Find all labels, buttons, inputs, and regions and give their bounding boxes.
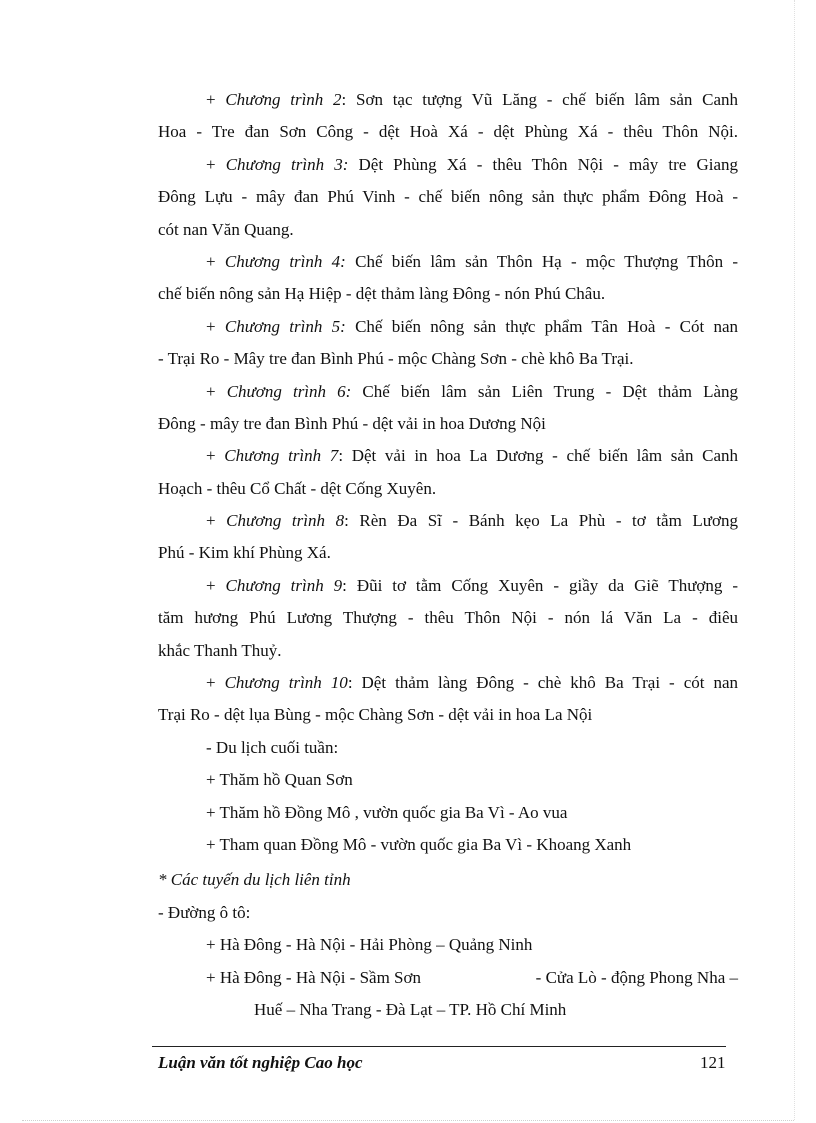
program-9-line-3: khắc Thanh Thuỷ. bbox=[158, 640, 282, 660]
route-2 bbox=[158, 962, 738, 994]
weekend-item: + Tham quan Đồng Mô - vườn quốc gia Ba Vì - Khoang Xanh bbox=[206, 834, 632, 854]
footer-title: Luận văn tốt nghiệp Cao học bbox=[158, 1053, 363, 1072]
program-3-line-1: + Chương trình 3: Dệt Phùng Xá - thêu Thôn Nội - mây tre Giang bbox=[206, 154, 738, 174]
program-5-line-2: - Trại Ro - Mây tre đan Bình Phú - mộc Chàng Sơn - chè khô Ba Trại. bbox=[158, 349, 634, 369]
road-heading: - Đường ô tô: bbox=[158, 902, 251, 922]
program-10-line-1: + Chương trình 10: Dệt thảm làng Đông - chè khô Ba Trại - cót nan bbox=[206, 673, 738, 693]
program-10-line-2: Trại Ro - dệt lụa Bùng - mộc Chàng Sơn - dệt vải in hoa La Nội bbox=[158, 705, 593, 725]
program-6-line-2: Đông - mây tre đan Bình Phú - dệt vải in hoa Dương Nội bbox=[158, 413, 546, 433]
program-2-line-2: Hoa - Tre đan Sơn Công - dệt Hoà Xá - dệt Phùng Xá - thêu Thôn Nội. bbox=[158, 122, 738, 142]
footer-rule bbox=[152, 1046, 726, 1047]
program-9-line-2: tăm hương Phú Lương Thượng - thêu Thôn Nội - nón lá Văn La - điêu bbox=[158, 608, 738, 628]
program-3-line-3: cót nan Văn Quang. bbox=[158, 219, 294, 239]
route-2-right: - Cửa Lò - động Phong Nha – bbox=[535, 967, 738, 987]
program-6-line-1: + Chương trình 6: Chế biến lâm sản Liên Trung - Dệt thảm Làng bbox=[206, 381, 738, 401]
program-8-line-1: + Chương trình 8: Rèn Đa Sĩ - Bánh kẹo La Phù - tơ tằm Lương bbox=[206, 511, 738, 531]
program-7-line-2: Hoạch - thêu Cổ Chất - dệt Cống Xuyên. bbox=[158, 478, 437, 498]
page-body bbox=[158, 84, 738, 1026]
weekend-item: + Thăm hồ Quan Sơn bbox=[206, 770, 353, 790]
page-number: 121 bbox=[700, 1053, 726, 1072]
page-edge-bottom bbox=[22, 1120, 794, 1121]
page-edge-right bbox=[794, 0, 795, 1120]
interprovincial-heading: * Các tuyến du lịch liên tỉnh bbox=[158, 870, 351, 890]
weekend-item: + Thăm hồ Đồng Mô , vườn quốc gia Ba Vì - Ao vua bbox=[206, 802, 568, 822]
route-1: + Hà Đông - Hà Nội - Hải Phòng – Quảng Ninh bbox=[206, 935, 533, 955]
program-8-line-2: Phú - Kim khí Phùng Xá. bbox=[158, 543, 331, 563]
program-9-line-1: + Chương trình 9: Đũi tơ tằm Cống Xuyên - giầy da Giẽ Thượng - bbox=[206, 575, 739, 595]
program-7-line-1: + Chương trình 7: Dệt vải in hoa La Dương - chế biến lâm sản Canh bbox=[206, 446, 738, 466]
program-5-line-1: + Chương trình 5: Chế biến nông sản thực phẩm Tân Hoà - Cót nan bbox=[206, 316, 738, 336]
weekend-heading: - Du lịch cuối tuần: bbox=[206, 737, 339, 757]
program-2-line-1: + Chương trình 2: Sơn tạc tượng Vũ Lăng - chế biến lâm sản Canh bbox=[206, 90, 738, 109]
program-4-line-1: + Chương trình 4: Chế biến lâm sản Thôn Hạ - mộc Thượng Thôn - bbox=[206, 251, 739, 271]
route-2-left: + Hà Đông - Hà Nội - Sầm Sơn bbox=[206, 967, 421, 987]
program-3-line-2: Đông Lựu - mây đan Phú Vinh - chế biến nông sản thực phẩm Đông Hoà - bbox=[158, 187, 738, 207]
route-2-continuation: Huế – Nha Trang - Đà Lạt – TP. Hồ Chí Minh bbox=[254, 999, 567, 1019]
program-4-line-2: chế biến nông sản Hạ Hiệp - dệt thảm làng Đông - nón Phú Châu. bbox=[158, 284, 606, 304]
